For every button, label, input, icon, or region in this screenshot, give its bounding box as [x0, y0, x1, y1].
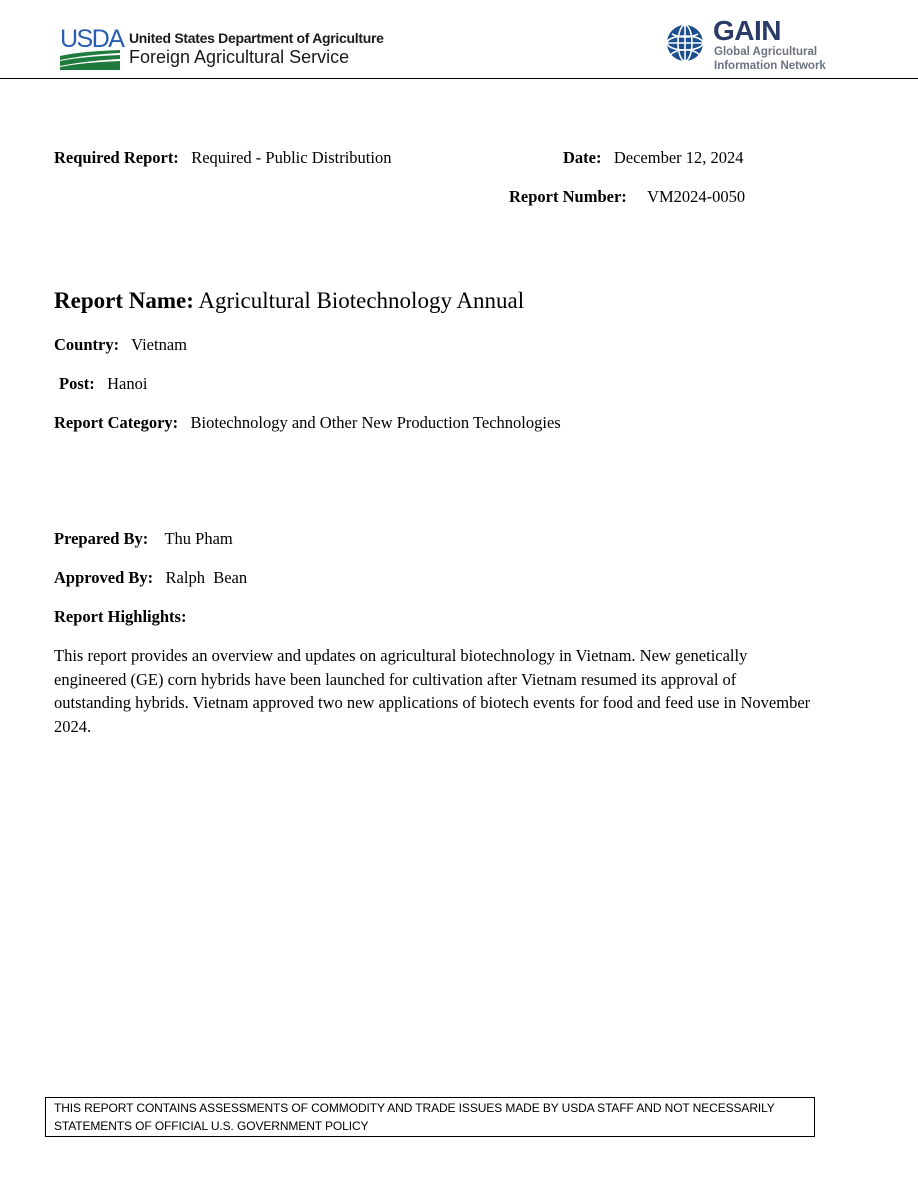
- report-name-label: Report Name:: [54, 288, 194, 313]
- approved-by-label: Approved By:: [54, 568, 154, 587]
- required-report-value: Required - Public Distribution: [191, 148, 392, 167]
- report-category-label: Report Category:: [54, 413, 179, 432]
- prepared-by-label: Prepared By:: [54, 529, 149, 548]
- country-value: Vietnam: [131, 335, 187, 354]
- report-category-value: Biotechnology and Other New Production Technologies: [190, 413, 561, 432]
- prepared-by-value: Thu Pham: [164, 529, 233, 548]
- prepared-by-row: [54, 529, 233, 549]
- usda-logo-text: USDA: [60, 25, 124, 53]
- date-label: Date:: [563, 148, 602, 167]
- post-label: Post:: [59, 374, 95, 393]
- usda-swoosh-icon: [60, 50, 120, 70]
- country-row: [54, 335, 187, 355]
- gain-logo-subtitle-2: Information Network: [714, 60, 826, 72]
- page-header: [0, 0, 918, 80]
- report-highlights-label: Report Highlights:: [54, 607, 187, 626]
- date-value: December 12, 2024: [613, 148, 744, 167]
- report-category-row: [54, 413, 561, 433]
- report-highlights-heading: [54, 607, 186, 627]
- approved-by-value: Ralph Bean: [165, 568, 248, 587]
- country-label: Country:: [54, 335, 120, 354]
- agency-name: United States Department of Agriculture: [129, 30, 384, 46]
- agency-subname: Foreign Agricultural Service: [129, 47, 350, 67]
- globe-icon: [664, 22, 706, 64]
- date-row: [563, 148, 744, 168]
- report-name-row: [54, 288, 524, 314]
- post-value: Hanoi: [107, 374, 148, 393]
- usda-logo: [60, 25, 124, 72]
- post-row: [59, 374, 147, 394]
- required-report-label: Required Report:: [54, 148, 179, 167]
- gain-logo-subtitle-1: Global Agricultural: [714, 46, 818, 58]
- approved-by-row: [54, 568, 247, 588]
- report-number-value: VM2024-0050: [647, 187, 746, 206]
- required-report-row: [54, 148, 391, 168]
- report-number-label: Report Number:: [509, 187, 627, 206]
- report-name-value: Agricultural Biotechnology Annual: [198, 288, 525, 313]
- footer-disclaimer: THIS REPORT CONTAINS ASSESSMENTS OF COMMODITY AND TRADE ISSUES MADE BY USDA STAFF AND NOT NECESSARILY STATEMENTS OF OFFICIAL U.S. GOVERNMENT POLICY: [45, 1097, 815, 1137]
- report-highlights-text: This report provides an overview and updates on agricultural biotechnology in Vietnam. New genetically engineered (GE) corn hybrids have been launched for cultivation after Vietnam resumed its approval of outstanding hybrids. Vietnam approved two new applications of biotech events for food and feed use in November 2024.: [54, 646, 811, 737]
- header-divider: [0, 78, 918, 79]
- report-number-row: [509, 187, 745, 207]
- gain-logo-title: GAIN: [713, 15, 781, 46]
